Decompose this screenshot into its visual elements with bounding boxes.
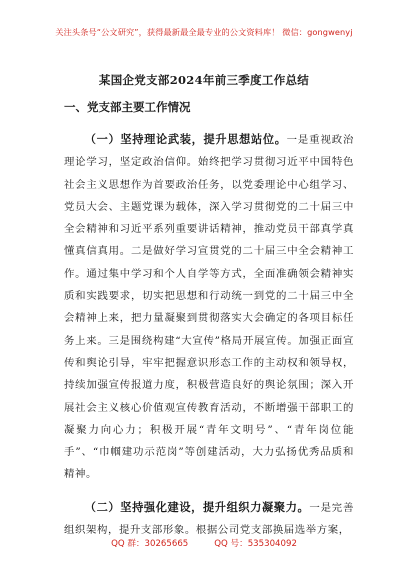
promo-banner: 关注头条号“公文研究”，获得最新最全最专业的公文资料库！ 微信：gongwenyj [55, 27, 353, 37]
paragraph-1 [64, 128, 354, 486]
paragraph-2-body: 一是完善组织架构，提升支部形象。根据公司党支部换届选举方案， [64, 501, 354, 537]
document-title: 某国企党支部2024年前三季度工作总结 [98, 73, 310, 87]
document-body [64, 128, 354, 541]
qq-group-text: QQ 群：30265665 [111, 539, 189, 549]
paragraph-1-body: 一是重视政治理论学习，坚定政治信仰。始终把学习贯彻习近平中国特色社会主义思想作为首要政治任务，以党委理论中心组学习、党员大会、主题党课为载体，深入学习贯彻党的二十届三中全会精神和习近平系列重要讲话精神，推动党员干部真学真懂真信真用。二是做好学习宣贯党的二十届三中全会精神工作。通过集中学习和个人自学等方式，全面准确领会精神实质和实践要求，切实把思想和行动统一到党的二十届三中全会精神上来，把力量凝聚到贯彻落实大会确定的各项目标任务上来。三是围绕构建“大宣传”格局开展宣传。加强正面宣传和舆论引导，牢牢把握意识形态工作的主动权和领导权，持续加强宣传报道力度，积极营造良好的舆论氛围；深入开展社会主义核心价值观宣传教育活动，不断增强干部职工的凝聚力向心力；积极开展“青年文明号”、“青年岗位能手”、“巾帼建功示范岗”等创建活动，大力弘扬优秀品质和精神。 [64, 134, 354, 481]
section-heading: 一、党支部主要工作情况 [64, 100, 191, 114]
qq-number-text: QQ 号：535304092 [214, 539, 297, 549]
paragraph-2 [64, 496, 354, 542]
paragraph-2-lead: （二）坚持强化建设，提升组织力凝聚力。 [84, 499, 310, 514]
contact-footer [0, 537, 408, 549]
paragraph-1-lead: （一）坚持理论武装，提升思想站位。 [84, 132, 287, 146]
